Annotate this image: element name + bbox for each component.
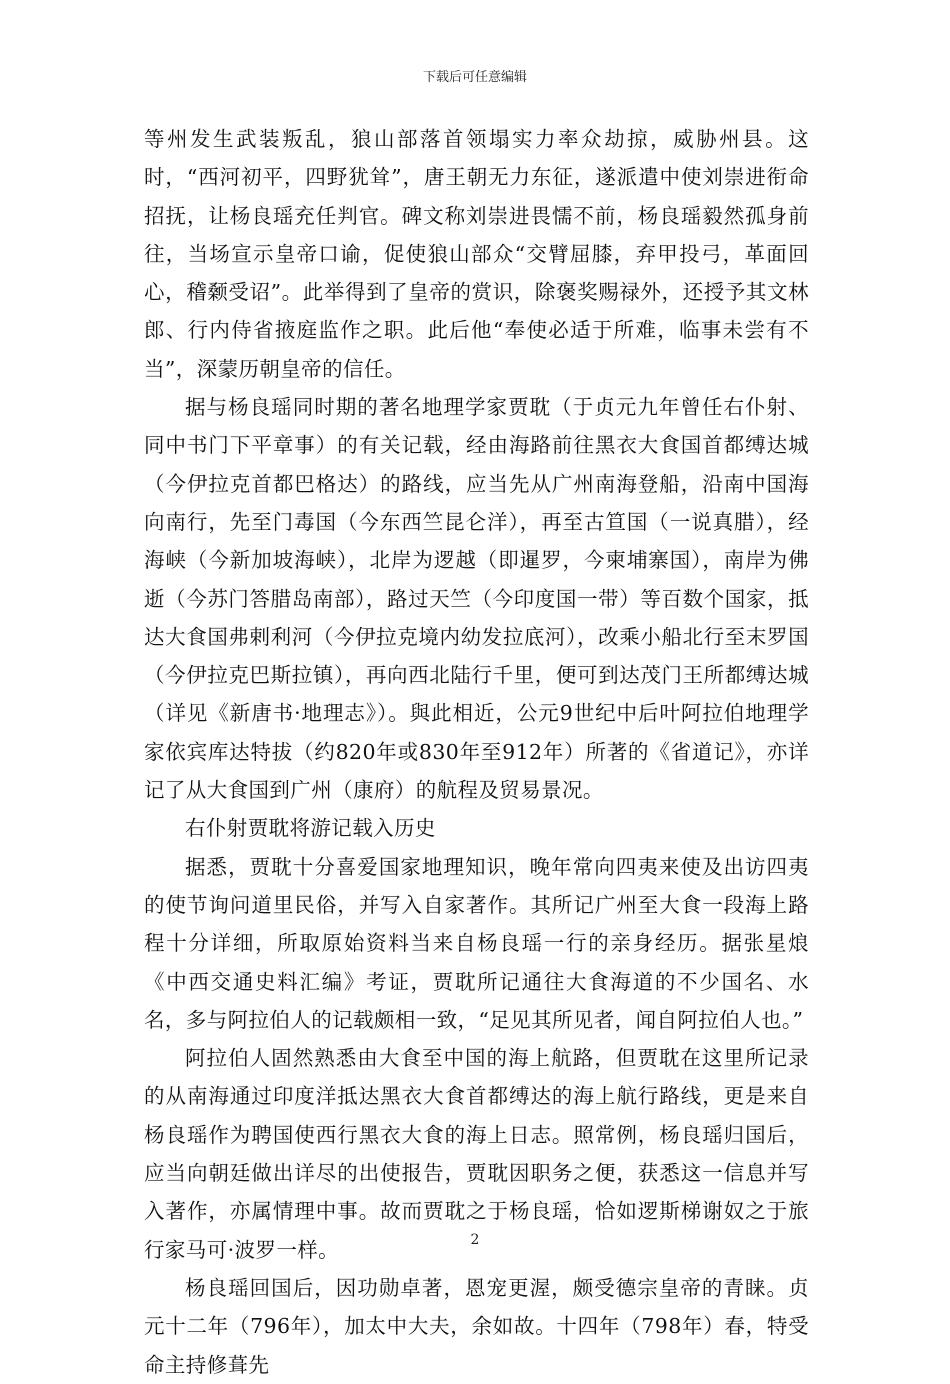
paragraph-2: 据与杨良瑶同时期的著名地理学家贾耽（于贞元九年曾任右仆射、同中书门下平章事）的有关记载，经由海路前往黑衣大食国首都缚达城（今伊拉克首都巴格达）的路线，应当先从广州南海登船，沿南中国海向南行，先至门毒国（今东西竺昆仑洋），再至古笪国（一说真腊），经海峡（今新加坡海峡），北岸为逻越（即暹罗，今柬埔寨国），南岸为佛逝（今苏门答腊岛南部），路过天竺（今印度国一带）等百数个国家，抵达大食国弗剌利河（今伊拉克境内幼发拉底河），改乘小船北行至末罗国（今伊拉克巴斯拉镇），再向西北陆行千里，便可到达茂门王所都缚达城（详见《新唐书·地理志》）。與此相近，公元9世纪中后叶阿拉伯地理学家依宾库达特拔（约820年或830年至912年）所著的《省道记》，亦详记了从大食国到广州（康府）的航程及贸易景况。 (144, 395, 809, 803)
page-number: 2 (470, 1232, 480, 1248)
paragraph-3: 据悉，贾耽十分喜爱国家地理知识，晚年常向四夷来使及出访四夷的使节询问道里民俗，并写入自家著作。其所记广州至大食一段海上路程十分详细，所取原始资料当来自杨良瑶一行的亲身经历。据张星烺《中西交通史料汇编》考证，贾耽所记通往大食海道的不少国名、水名，多与阿拉伯人的记载颇相一致，“足见其所见者，闻自阿拉伯人也。” (144, 854, 809, 1032)
paragraph-5: 杨良瑶回国后，因功勋卓著，恩宠更渥，颇受德宗皇帝的青睐。贞元十二年（796年），加太中大夫，余如故。十四年（798年）春，特受命主持修葺先 (144, 1275, 809, 1377)
paragraph-1: 等州发生武装叛乱，狼山部落首领塌实力率众劫掠，威胁州县。这时，“西河初平，四野犹耸”，唐王朝无力东征，遂派遣中使刘崇进衔命招抚，让杨良瑶充任判官。碑文称刘崇进畏懦不前，杨良瑶毅然孤身前往，当场宣示皇帝口谕，促使狼山部众“交臂屈膝，弃甲投弓，革面回心，稽颡受诏”。此举得到了皇帝的赏识，除褒奖赐禄外，还授予其文林郎、行内侍省掖庭监作之职。此后他“奉使必适于所难，临事未尝有不当”，深蒙历朝皇帝的信任。 (144, 127, 809, 381)
document-body (144, 120, 809, 1384)
page-header: 下载后可任意编辑 (422, 70, 527, 85)
section-heading: 右仆射贾耽将游记载入历史 (185, 816, 436, 841)
paragraph-4: 阿拉伯人固然熟悉由大食至中国的海上航路，但贾耽在这里所记录的从南海通过印度洋抵达黑衣大食首都缚达的海上航行路线，更是来自杨良瑶作为聘国使西行黑衣大食的海上日志。照常例，杨良瑶归国后，应当向朝廷做出详尽的出使报告，贾耽因职务之便，获悉这一信息并写入著作，亦属情理中事。故而贾耽之于杨良瑶，恰如逻斯梯谢奴之于旅行家马可·波罗一样。 (144, 1046, 809, 1262)
